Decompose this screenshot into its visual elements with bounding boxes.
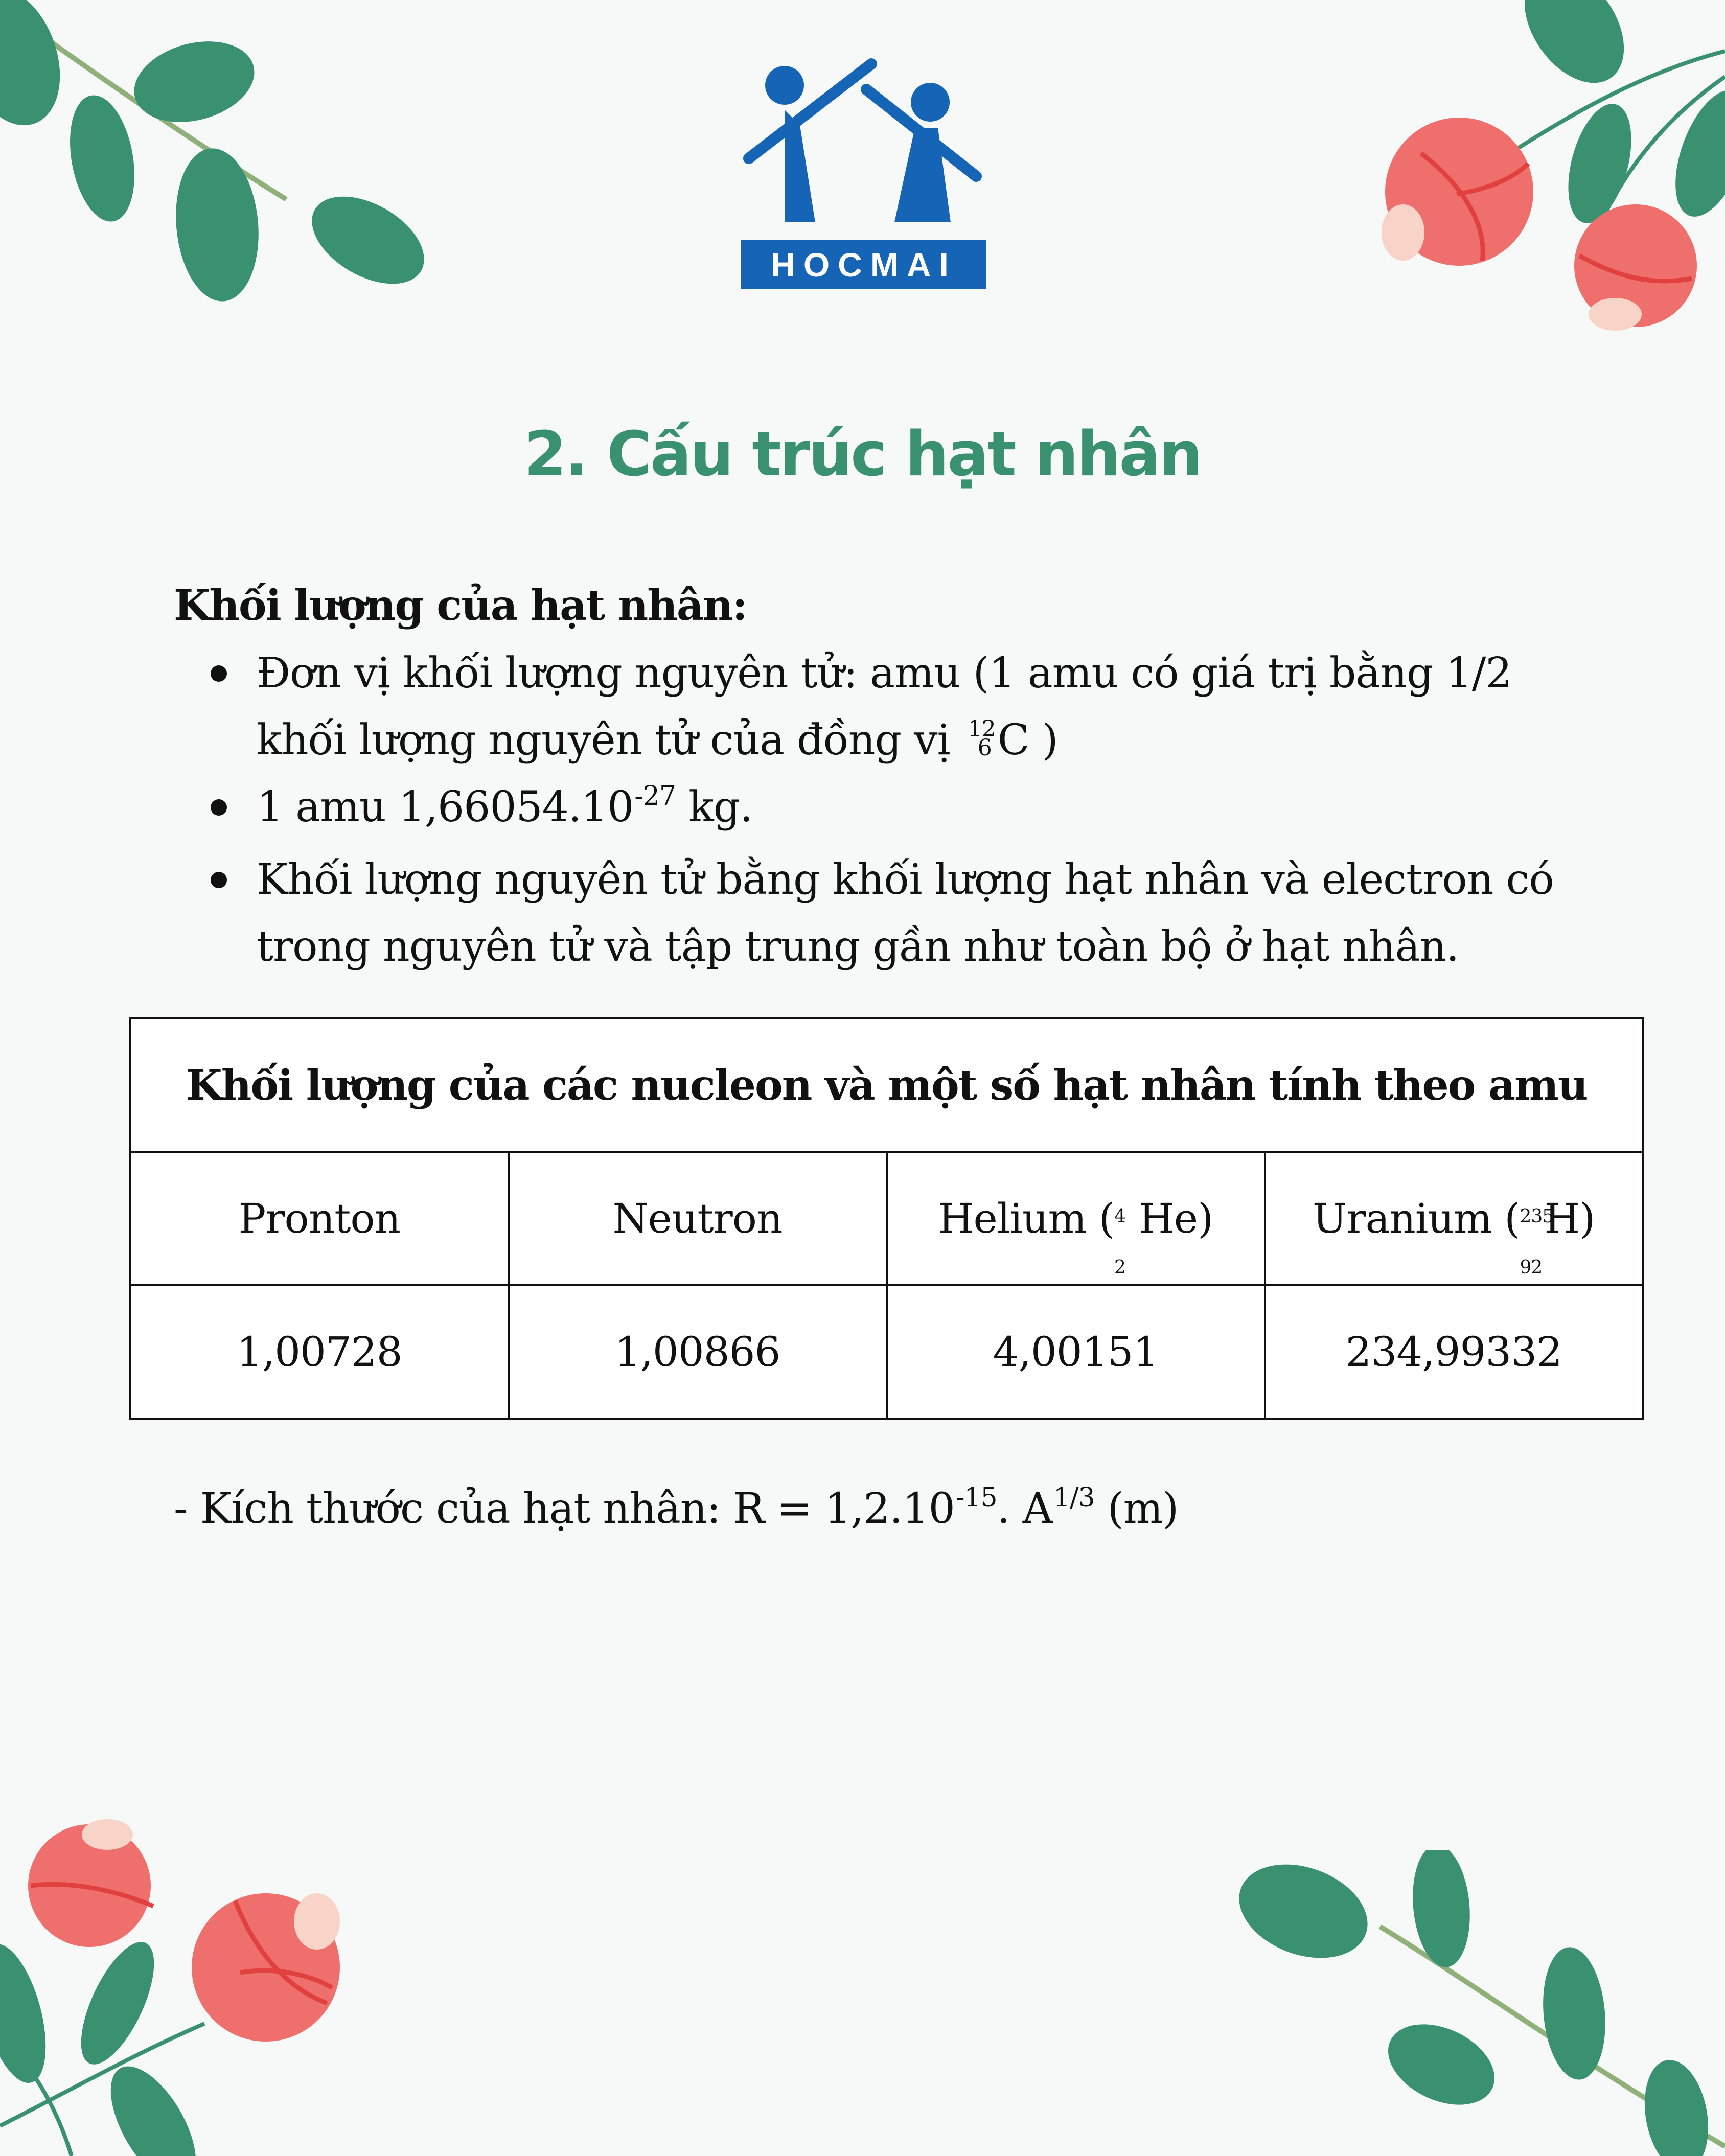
table-header-cell: Uranium ( 235 92 H) <box>1265 1152 1643 1285</box>
exponent: 1/3 <box>1053 1482 1095 1513</box>
table-cell: 234,99332 <box>1265 1285 1643 1419</box>
table-caption: Khối lượng của các nucleon và một số hạt nhân tính theo amu <box>130 1018 1643 1152</box>
content-section <box>174 577 1579 980</box>
flower-branch-top-right <box>1360 0 1725 347</box>
table-header-row <box>130 1152 1643 1285</box>
list-item: Đơn vị khối lượng nguyên tử: amu (1 amu có giá trị bằng 1/2 khối lượng nguyên tử của đồng vị 12 6 C ) <box>174 640 1579 774</box>
table-cell: 1,00728 <box>130 1285 509 1419</box>
nucleus-size-formula: - Kích thước của hạt nhân: $R = 1,2.10^{-15}$. $A^{1/3}$ (m) <box>174 1482 1179 1533</box>
isotope-notation: 12 6 <box>968 716 996 761</box>
leaf-branch-top-left <box>0 0 460 317</box>
table-header-cell: Pronton <box>130 1152 509 1285</box>
table-row <box>130 1285 1643 1419</box>
section-heading: Khối lượng của hạt nhân: <box>174 581 747 630</box>
logo-text: HOCMAI <box>771 246 957 284</box>
exponent: -27 <box>634 781 676 812</box>
list-item: Khối lượng nguyên tử bằng khối lượng hạt nhân và electron có trong nguyên tử và tập trung gần như toàn bộ ở hạt nhân. <box>174 846 1579 980</box>
table-cell: 1,00866 <box>509 1285 887 1419</box>
table-header-cell: Neutron <box>509 1152 887 1285</box>
leaf-branch-bottom-right <box>1227 1850 1725 2156</box>
exponent: -15 <box>955 1482 997 1513</box>
list-item: 1 amu $1,66054.10^{-27}$ kg. <box>174 774 1579 846</box>
hocmai-logo <box>736 54 989 299</box>
table-header-cell: Helium ( 4 2 He) <box>887 1152 1265 1285</box>
table-cell: 4,00151 <box>887 1285 1265 1419</box>
flower-branch-bottom-left <box>0 1819 368 2156</box>
mass-table <box>129 1017 1644 1420</box>
page-title: 2. Cấu trúc hạt nhân <box>524 419 1201 490</box>
bullet-list <box>174 640 1579 980</box>
